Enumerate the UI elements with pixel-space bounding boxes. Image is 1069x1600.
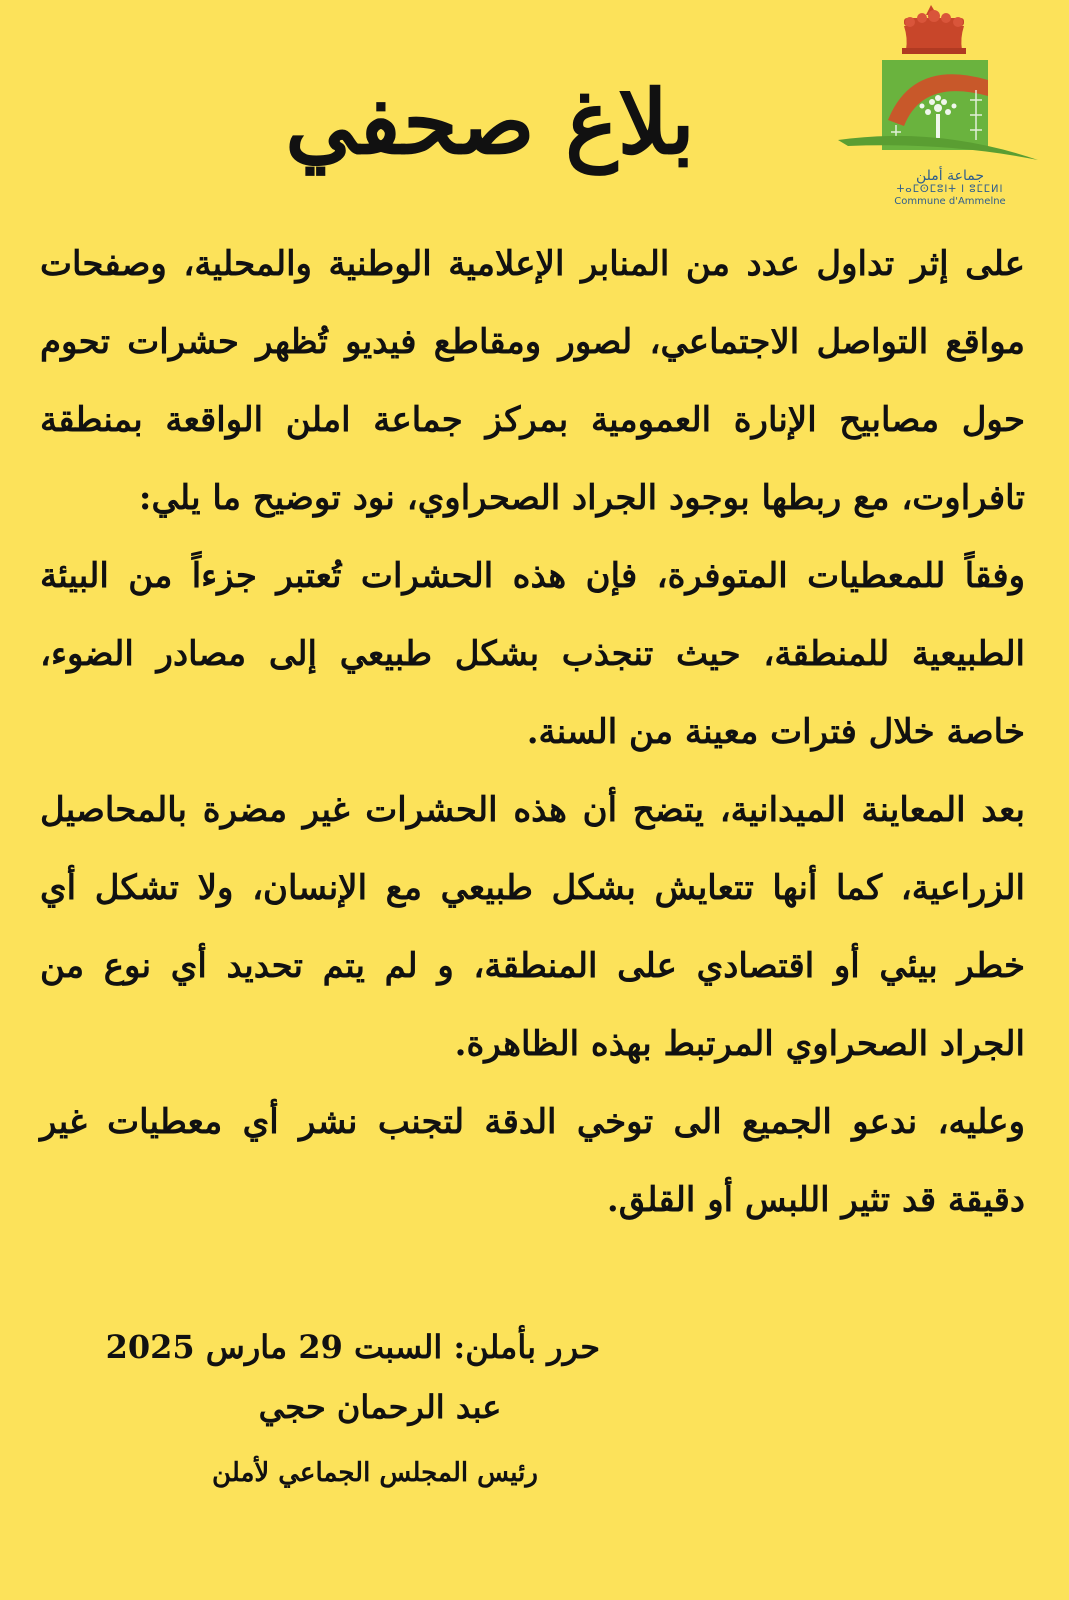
commune-name-arabic: جماعة أملن <box>915 168 984 184</box>
paragraph-intro: على إثر تداول عدد من المنابر الإعلامية الوطنية والمحلية، وصفحات مواقع التواصل الاجتماعي، لصور ومقاطع فيديو تُظهر حشرات تحوم حول مصابيح الإنارة العمومية بمركز جماعة املن الواقعة بمنطقة تافراوت، مع ربطها بوجود الجراد الصحراوي، نود توضيح ما يلي: <box>40 244 1025 518</box>
paragraph-field-inspection: بعد المعاينة الميدانية، يتضح أن هذه الحشرات غير مضرة بالمحاصيل الزراعية، كما أنها تتعايش بشكل طبيعي مع الإنسان، ولا تشكل أي خطر بيئي أو اقتصادي على المنطقة، و لم يتم تحديد أي نوع من الجراد الصحراوي المرتبط بهذه الظاهرة. <box>40 790 1025 1064</box>
press-release-body <box>40 225 1025 1239</box>
paragraph-data: وفقاً للمعطيات المتوفرة، فإن هذه الحشرات تُعتبر جزءاً من البيئة الطبيعية للمنطقة، حيث تنجذب بشكل طبيعي إلى مصادر الضوء، خاصة خلال فترات معينة من السنة. <box>40 556 1025 752</box>
commune-name-french: Commune d'Ammelne <box>894 196 1006 207</box>
signatory-name: عبد الرحمان حجي <box>258 1388 502 1426</box>
page-title: بلاغ صحفي <box>285 70 695 174</box>
signatory-role: رئيس المجلس الجماعي لأملن <box>212 1458 538 1488</box>
crown-icon <box>902 5 966 54</box>
commune-name-caption <box>880 168 1020 208</box>
paragraph-call-to-accuracy: وعليه، ندعو الجميع الى توخي الدقة لتجنب نشر أي معطيات غير دقيقة قد تثير اللبس أو القلق. <box>40 1102 1025 1220</box>
signature-date: حرر بأملن: السبت 29 مارس 2025 <box>105 1328 600 1366</box>
commune-name-tifinagh: ⵜⴰⵎⵙⵎⵓⵏⵜ ⵏ ⵓⵎⵎⵍⵏ <box>896 184 1004 195</box>
signature-block <box>70 1318 610 1508</box>
